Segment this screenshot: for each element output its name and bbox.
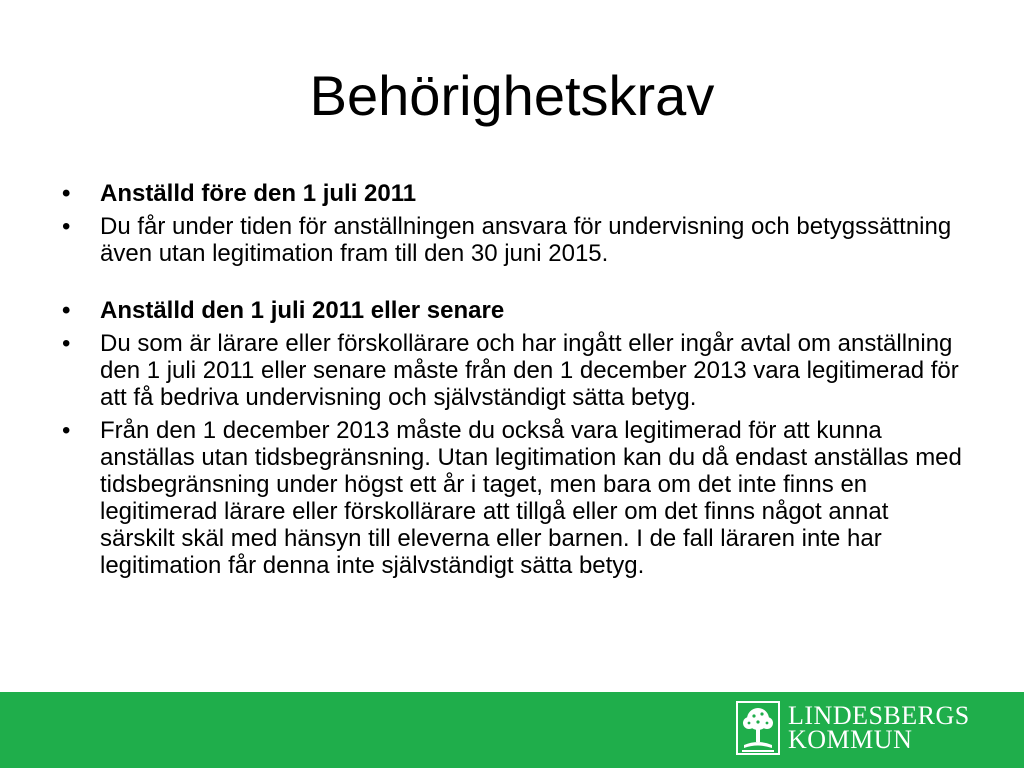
logo-line2: KOMMUN (788, 725, 913, 754)
footer-bar (0, 692, 1024, 768)
bullet-icon: • (62, 297, 71, 324)
bullet-icon: • (62, 330, 71, 357)
bullet-heading-after-2011 (58, 297, 968, 324)
bullet-item (58, 417, 968, 579)
bullet-heading-before-2011 (58, 180, 968, 207)
slide-title: Behörighetskrav (309, 64, 715, 127)
bullet-text: Du som är lärare eller förskollärare och har ingått eller ingår avtal om anställning den 1 juli 2011 eller senare måste från den 1 december 2013 vara legitimerad för att få bedriva undervisning och självständigt sätta betyg. (100, 330, 959, 411)
bullet-icon: • (62, 417, 71, 444)
bullet-item (58, 213, 968, 267)
lindesbergs-kommun-logo (736, 700, 970, 756)
logo-line1: LINDESBERGS (788, 701, 970, 730)
bullet-item (58, 330, 968, 411)
tree-emblem-icon (736, 701, 780, 755)
bullet-text: Från den 1 december 2013 måste du också vara legitimerad för att kunna anställas utan tidsbegränsning. Utan legitimation kan du då endast anställas med tidsbegränsning under högst ett år i taget, men bara om det inte finns en legitimerad lärare eller förskollärare att tillgå eller om det finns något annat särskilt skäl med hänsyn till eleverna eller barnen. I de fall läraren inte har legitimation får denna inte självständigt sätta betyg. (100, 417, 962, 579)
bullet-icon: • (62, 213, 71, 240)
bullet-list (58, 180, 968, 585)
logo-wordmark (788, 701, 970, 754)
bullet-text: Du får under tiden för anställningen ansvara för undervisning och betygssättning även utan legitimation fram till den 30 juni 2015. (100, 213, 952, 267)
bullet-text: Anställd den 1 juli 2011 eller senare (100, 297, 505, 324)
bullet-icon: • (62, 180, 71, 207)
bullet-text: Anställd före den 1 juli 2011 (100, 180, 417, 207)
